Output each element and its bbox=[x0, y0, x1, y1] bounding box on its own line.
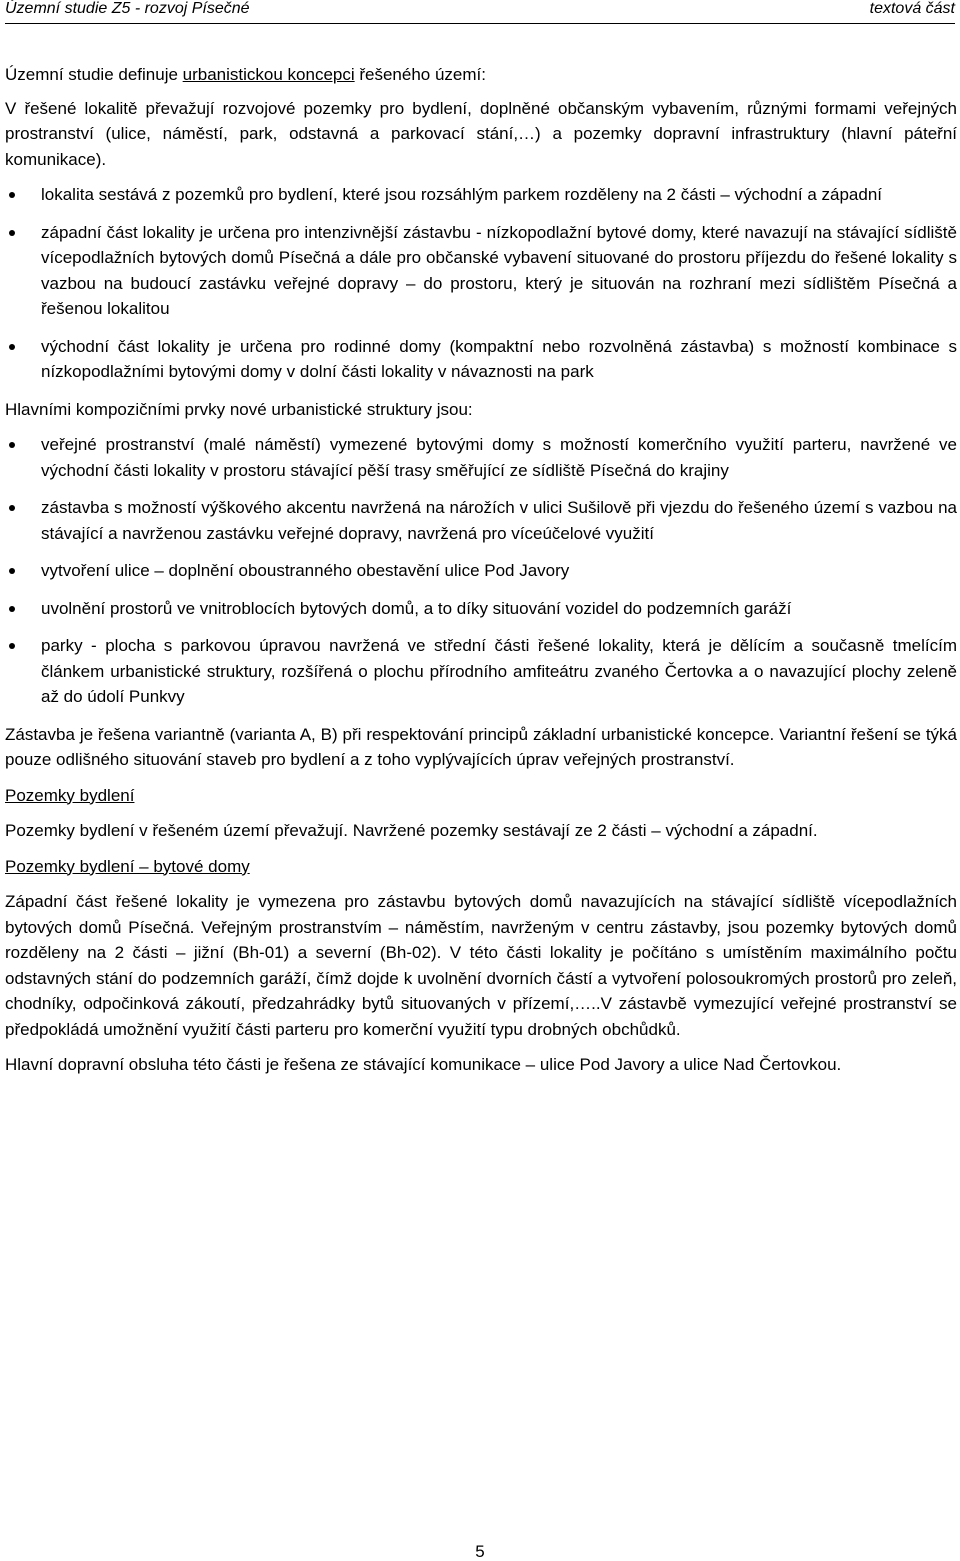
list-item: západní část lokality je určena pro intenzivnější zástavbu - nízkopodlažní bytové domy, které navazují na stávající sídliště vícepodlažních bytových domů Písečná a dále pro občanské vybavení situované do prostoru příjezdu do řešené lokality s vazbou na budoucí zastávku veřejné dopravy – do prostoru, který je situován na rozhraní mezi sídlištěm Písečná a řešenou lokalitou bbox=[5, 220, 957, 322]
header-title: Územní studie Z5 - rozvoj Písečné bbox=[5, 0, 250, 17]
page-content bbox=[5, 62, 957, 1088]
intro-lead-underlined: urbanistickou koncepci bbox=[182, 65, 355, 84]
list-item: veřejné prostranství (malé náměstí) vymezené bytovými domy s možností komerčního využití parteru, navržené ve východní části lokality v prostoru stávající pěší trasy směřující ze sídliště Písečná do krajiny bbox=[5, 432, 957, 483]
locality-bullet-list bbox=[5, 182, 957, 385]
page-header bbox=[5, 0, 955, 22]
intro-lead-suffix: řešeného území: bbox=[354, 65, 486, 84]
header-divider bbox=[5, 23, 955, 24]
list-item: vytvoření ulice – doplnění oboustranného obestavění ulice Pod Javory bbox=[5, 558, 957, 584]
intro-lead bbox=[5, 62, 957, 88]
intro-lead-prefix: Územní studie definuje bbox=[5, 65, 183, 84]
intro-paragraph: V řešené lokalitě převažují rozvojové pozemky pro bydlení, doplněné občanským vybavením, různými formami veřejných prostranství (ulice, náměstí, park, odstavná a parkovací stání,…) a pozemky dopravní infrastruktury (hlavní páteřní komunikace). bbox=[5, 98, 957, 169]
section-heading-housing: Pozemky bydlení bbox=[5, 785, 135, 805]
section-text-housing: Pozemky bydlení v řešeném území převažují. Navržené pozemky sestávají ze 2 části – východní a západní. bbox=[5, 821, 818, 840]
section-text-traffic: Hlavní dopravní obsluha této části je řešena ze stávající komunikace – ulice Pod Javory a ulice Nad Čertovkou. bbox=[5, 1055, 842, 1074]
list-item: východní část lokality je určena pro rodinné domy (kompaktní nebo rozvolněná zástavba) s možností kombinace s nízkopodlažními bytovými domy v dolní části lokality v návaznosti na park bbox=[5, 334, 957, 385]
list-item: uvolnění prostorů ve vnitroblocích bytových domů, a to díky situování vozidel do podzemních garáží bbox=[5, 596, 957, 622]
section-text-apartment-buildings: Západní část řešené lokality je vymezena pro zástavbu bytových domů navazujících na stávající sídliště vícepodlažních bytových domů Písečná. Veřejným prostranstvím – náměstím, navrženým v centru zástavby, jsou pozemky bytových domů rozděleny na 2 části – jižní (Bh-01) a severní (Bh-02). V této části lokality je počítáno s umístěním maximálního počtu odstavných stání do podzemních garáží, čímž dojde k uvolnění dvorních částí a vytvoření polosoukromých prostorů pro zeleň, chodníky, odpočinková zákoutí, předzahrádky bytů situovaných v přízemí,…..V zástavbě vymezující veřejné prostranství se předpokládá umožnění využití části parteru pro komerční využití typu drobných obchůdků. bbox=[5, 892, 957, 1039]
list-item: parky - plocha s parkovou úpravou navržená ve střední části řešené lokality, která je dělícím a současně tmelícím článkem urbanistické struktury, rozšířená o plochu přírodního amfiteátru zvaného Čertovka a o navazující plochy zeleně až do údolí Punkvy bbox=[5, 633, 957, 710]
page-number: 5 bbox=[475, 1542, 485, 1561]
variants-paragraph: Zástavba je řešena variantně (varianta A, B) při respektování principů základní urbanistické koncepce. Variantní řešení se týká pouze odlišného situování staveb pro bydlení a z toho vyplývajících úprav veřejných prostranství. bbox=[5, 724, 957, 769]
header-section-label: textová část bbox=[869, 0, 955, 17]
section-heading-apartment-buildings: Pozemky bydlení – bytové domy bbox=[5, 856, 250, 876]
list-item: lokalita sestává z pozemků pro bydlení, které jsou rozsáhlým parkem rozděleny na 2 části – východní a západní bbox=[5, 182, 957, 208]
composition-bullet-list bbox=[5, 432, 957, 710]
list-item: zástavba s možností výškového akcentu navržená na nárožích v ulici Sušilově při vjezdu do řešeného území s vazbou na stávající a navrženou zastávku veřejné dopravy, navržená pro víceúčelové využití bbox=[5, 495, 957, 546]
composition-heading: Hlavními kompozičními prvky nové urbanistické struktury jsou: bbox=[5, 399, 473, 419]
